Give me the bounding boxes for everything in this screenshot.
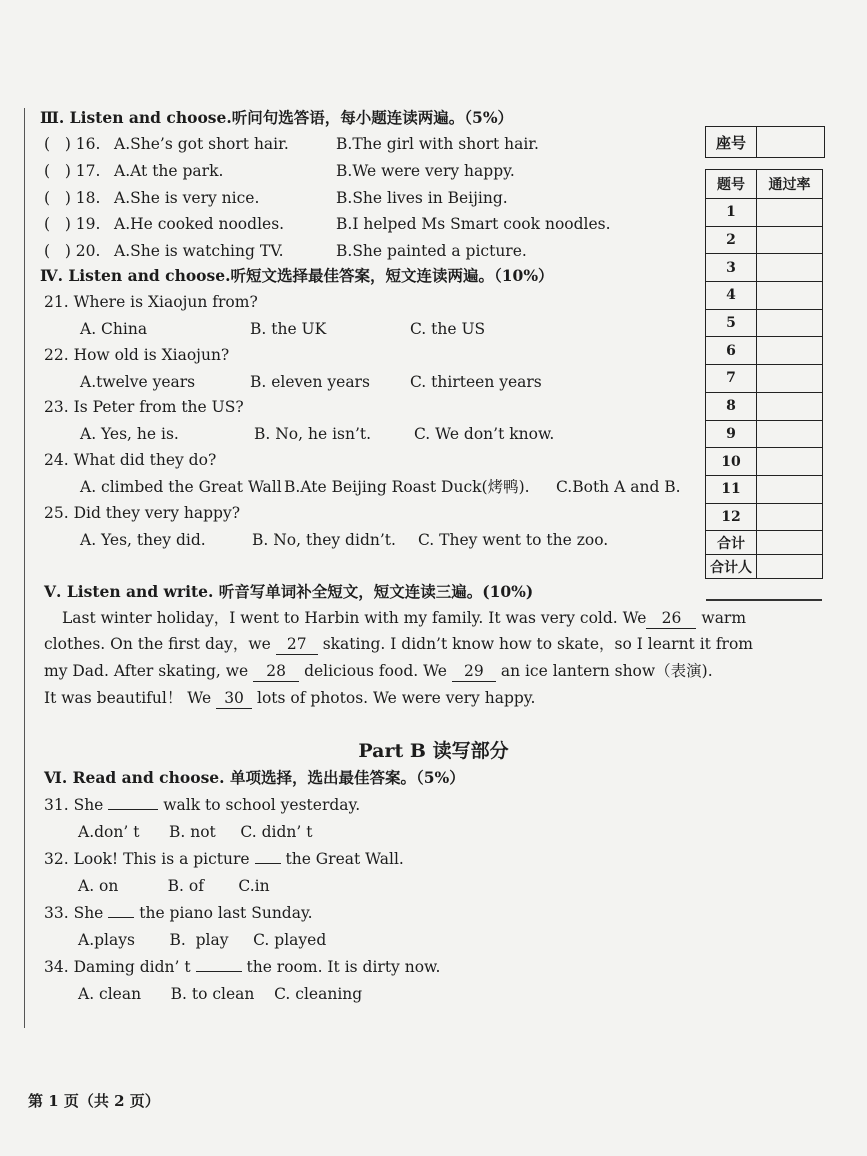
question-21-option-a: A. China (80, 320, 148, 338)
question-23-option-b: B. No, he isn’t. (254, 425, 372, 443)
blank-26: 26 (646, 608, 696, 629)
question-16-number: ( ) 16. (44, 135, 101, 153)
pass-rate-cell[interactable] (757, 420, 823, 448)
question-25-option-c: C. They went to the zoo. (418, 531, 609, 549)
question-21-option-c: C. the US (410, 320, 486, 338)
question-17-option-b: B.We were very happy. (336, 162, 515, 180)
section-3-heading: Ⅲ. Listen and choose.听问句选答语，每小题连读两遍。（5%） (40, 108, 514, 127)
part-b-title: Part B 读写部分 (358, 740, 509, 762)
question-20-option-b: B.She painted a picture. (336, 242, 527, 260)
question-31-options: A.don’ t B. not C. didn’ t (78, 823, 313, 841)
pass-rate-cell[interactable] (757, 282, 823, 310)
blank-29: 29 (452, 661, 496, 682)
total-row-value[interactable] (757, 531, 823, 555)
question-31: 31. She walk to school yesterday. (44, 796, 361, 814)
question-21: 21. Where is Xiaojun from? (44, 293, 258, 311)
totaler-row (706, 555, 823, 579)
page-left-border (24, 108, 25, 1028)
question-22-option-a: A.twelve years (80, 373, 196, 391)
question-16-option-b: B.The girl with short hair. (336, 135, 539, 153)
seat-number-box (705, 126, 825, 158)
row-number: 1 (706, 199, 757, 227)
question-18-number: ( ) 18. (44, 189, 101, 207)
question-20-number: ( ) 20. (44, 242, 101, 260)
pass-rate-cell[interactable] (757, 226, 823, 254)
question-25: 25. Did they very happy? (44, 504, 241, 522)
question-32-options: A. on B. of C.in (78, 877, 270, 895)
pass-rate-cell[interactable] (757, 337, 823, 365)
score-row (706, 199, 823, 227)
score-row (706, 420, 823, 448)
total-row (706, 531, 823, 555)
question-24-option-b: B.Ate Beijing Roast Duck(烤鸭). (284, 478, 530, 496)
passage-line-2: clothes. On the first day，we 27 skating. I didn’t know how to skate，so I learnt it from (44, 635, 753, 653)
row-number: 9 (706, 420, 757, 448)
totaler-row-label: 合计人 (706, 555, 757, 579)
question-24: 24. What did they do? (44, 451, 217, 469)
total-row-label: 合计 (706, 531, 757, 555)
score-row (706, 226, 823, 254)
question-25-option-b: B. No, they didn’t. (252, 531, 396, 549)
score-row (706, 475, 823, 503)
score-row (706, 448, 823, 476)
pass-rate-cell[interactable] (757, 309, 823, 337)
pass-rate-cell[interactable] (757, 199, 823, 227)
score-row (706, 503, 823, 531)
seat-number-field[interactable] (757, 127, 824, 157)
question-20-option-a: A.She is watching TV. (114, 242, 284, 260)
totaler-row-value[interactable] (757, 555, 823, 579)
row-number: 3 (706, 254, 757, 282)
question-22: 22. How old is Xiaojun? (44, 346, 230, 364)
question-19-option-b: B.I helped Ms Smart cook noodles. (336, 215, 611, 233)
score-table-header (706, 170, 823, 199)
row-number: 4 (706, 282, 757, 310)
question-32: 32. Look! This is a picture the Great Wall. (44, 850, 404, 868)
question-21-option-b: B. the UK (250, 320, 327, 338)
question-24-option-a: A. climbed the Great Wall (80, 478, 282, 496)
question-23: 23. Is Peter from the US? (44, 398, 244, 416)
pass-rate-cell[interactable] (757, 475, 823, 503)
pass-rate-cell[interactable] (757, 503, 823, 531)
question-25-option-a: A. Yes, they did. (80, 531, 206, 549)
question-18-option-a: A.She is very nice. (114, 189, 260, 207)
pass-rate-cell[interactable] (757, 448, 823, 476)
passage-line-4: It was beautiful！ We 30 lots of photos. We were very happy. (44, 689, 536, 707)
question-22-option-b: B. eleven years (250, 373, 370, 391)
row-number: 8 (706, 392, 757, 420)
row-number: 12 (706, 503, 757, 531)
question-23-option-c: C. We don’t know. (414, 425, 555, 443)
pass-rate-cell[interactable] (757, 392, 823, 420)
blank-30: 30 (216, 688, 252, 709)
row-number: 11 (706, 475, 757, 503)
passage-line-1: Last winter holiday，I went to Harbin with my family. It was very cold. We 26 warm (62, 609, 747, 627)
question-19-number: ( ) 19. (44, 215, 101, 233)
row-number: 6 (706, 337, 757, 365)
question-16-option-a: A.She’s got short hair. (114, 135, 289, 153)
question-23-option-a: A. Yes, he is. (80, 425, 179, 443)
column-question-number: 题号 (706, 170, 757, 199)
score-row (706, 254, 823, 282)
section-5-heading: Ⅴ. Listen and write. 听音写单词补全短文，短文连读三遍。(10%) (44, 582, 534, 601)
row-number: 7 (706, 365, 757, 393)
question-19-option-a: A.He cooked noodles. (114, 215, 285, 233)
score-table (705, 169, 823, 579)
row-number: 5 (706, 309, 757, 337)
question-24-option-c: C.Both A and B. (556, 478, 681, 496)
score-row (706, 365, 823, 393)
section-4-heading: Ⅳ. Listen and choose.听短文选择最佳答案，短文连读两遍。（10%） (40, 266, 554, 285)
score-row (706, 309, 823, 337)
question-33-options: A.plays B. play C. played (78, 931, 327, 949)
pass-rate-cell[interactable] (757, 365, 823, 393)
question-22-option-c: C. thirteen years (410, 373, 542, 391)
question-18-option-b: B.She lives in Beijing. (336, 189, 508, 207)
blank-28: 28 (253, 661, 299, 682)
page-footer: 第 1 页（共 2 页） (28, 1092, 160, 1110)
section-6-heading: Ⅵ. Read and choose. 单项选择，选出最佳答案。（5%） (44, 768, 465, 787)
question-33: 33. She the piano last Sunday. (44, 904, 313, 922)
score-row (706, 337, 823, 365)
question-17-number: ( ) 17. (44, 162, 101, 180)
side-rule (706, 599, 822, 601)
pass-rate-cell[interactable] (757, 254, 823, 282)
seat-number-label: 座号 (706, 127, 757, 157)
row-number: 2 (706, 226, 757, 254)
question-34-options: A. clean B. to clean C. cleaning (78, 985, 363, 1003)
question-17-option-a: A.At the park. (114, 162, 224, 180)
question-34: 34. Daming didn’ t the room. It is dirty now. (44, 958, 441, 976)
passage-line-3: my Dad. After skating, we 28 delicious food. We 29 an ice lantern show（表演). (44, 662, 713, 680)
score-row (706, 392, 823, 420)
blank-27: 27 (276, 634, 318, 655)
score-row (706, 282, 823, 310)
row-number: 10 (706, 448, 757, 476)
column-pass-rate: 通过率 (757, 170, 823, 199)
